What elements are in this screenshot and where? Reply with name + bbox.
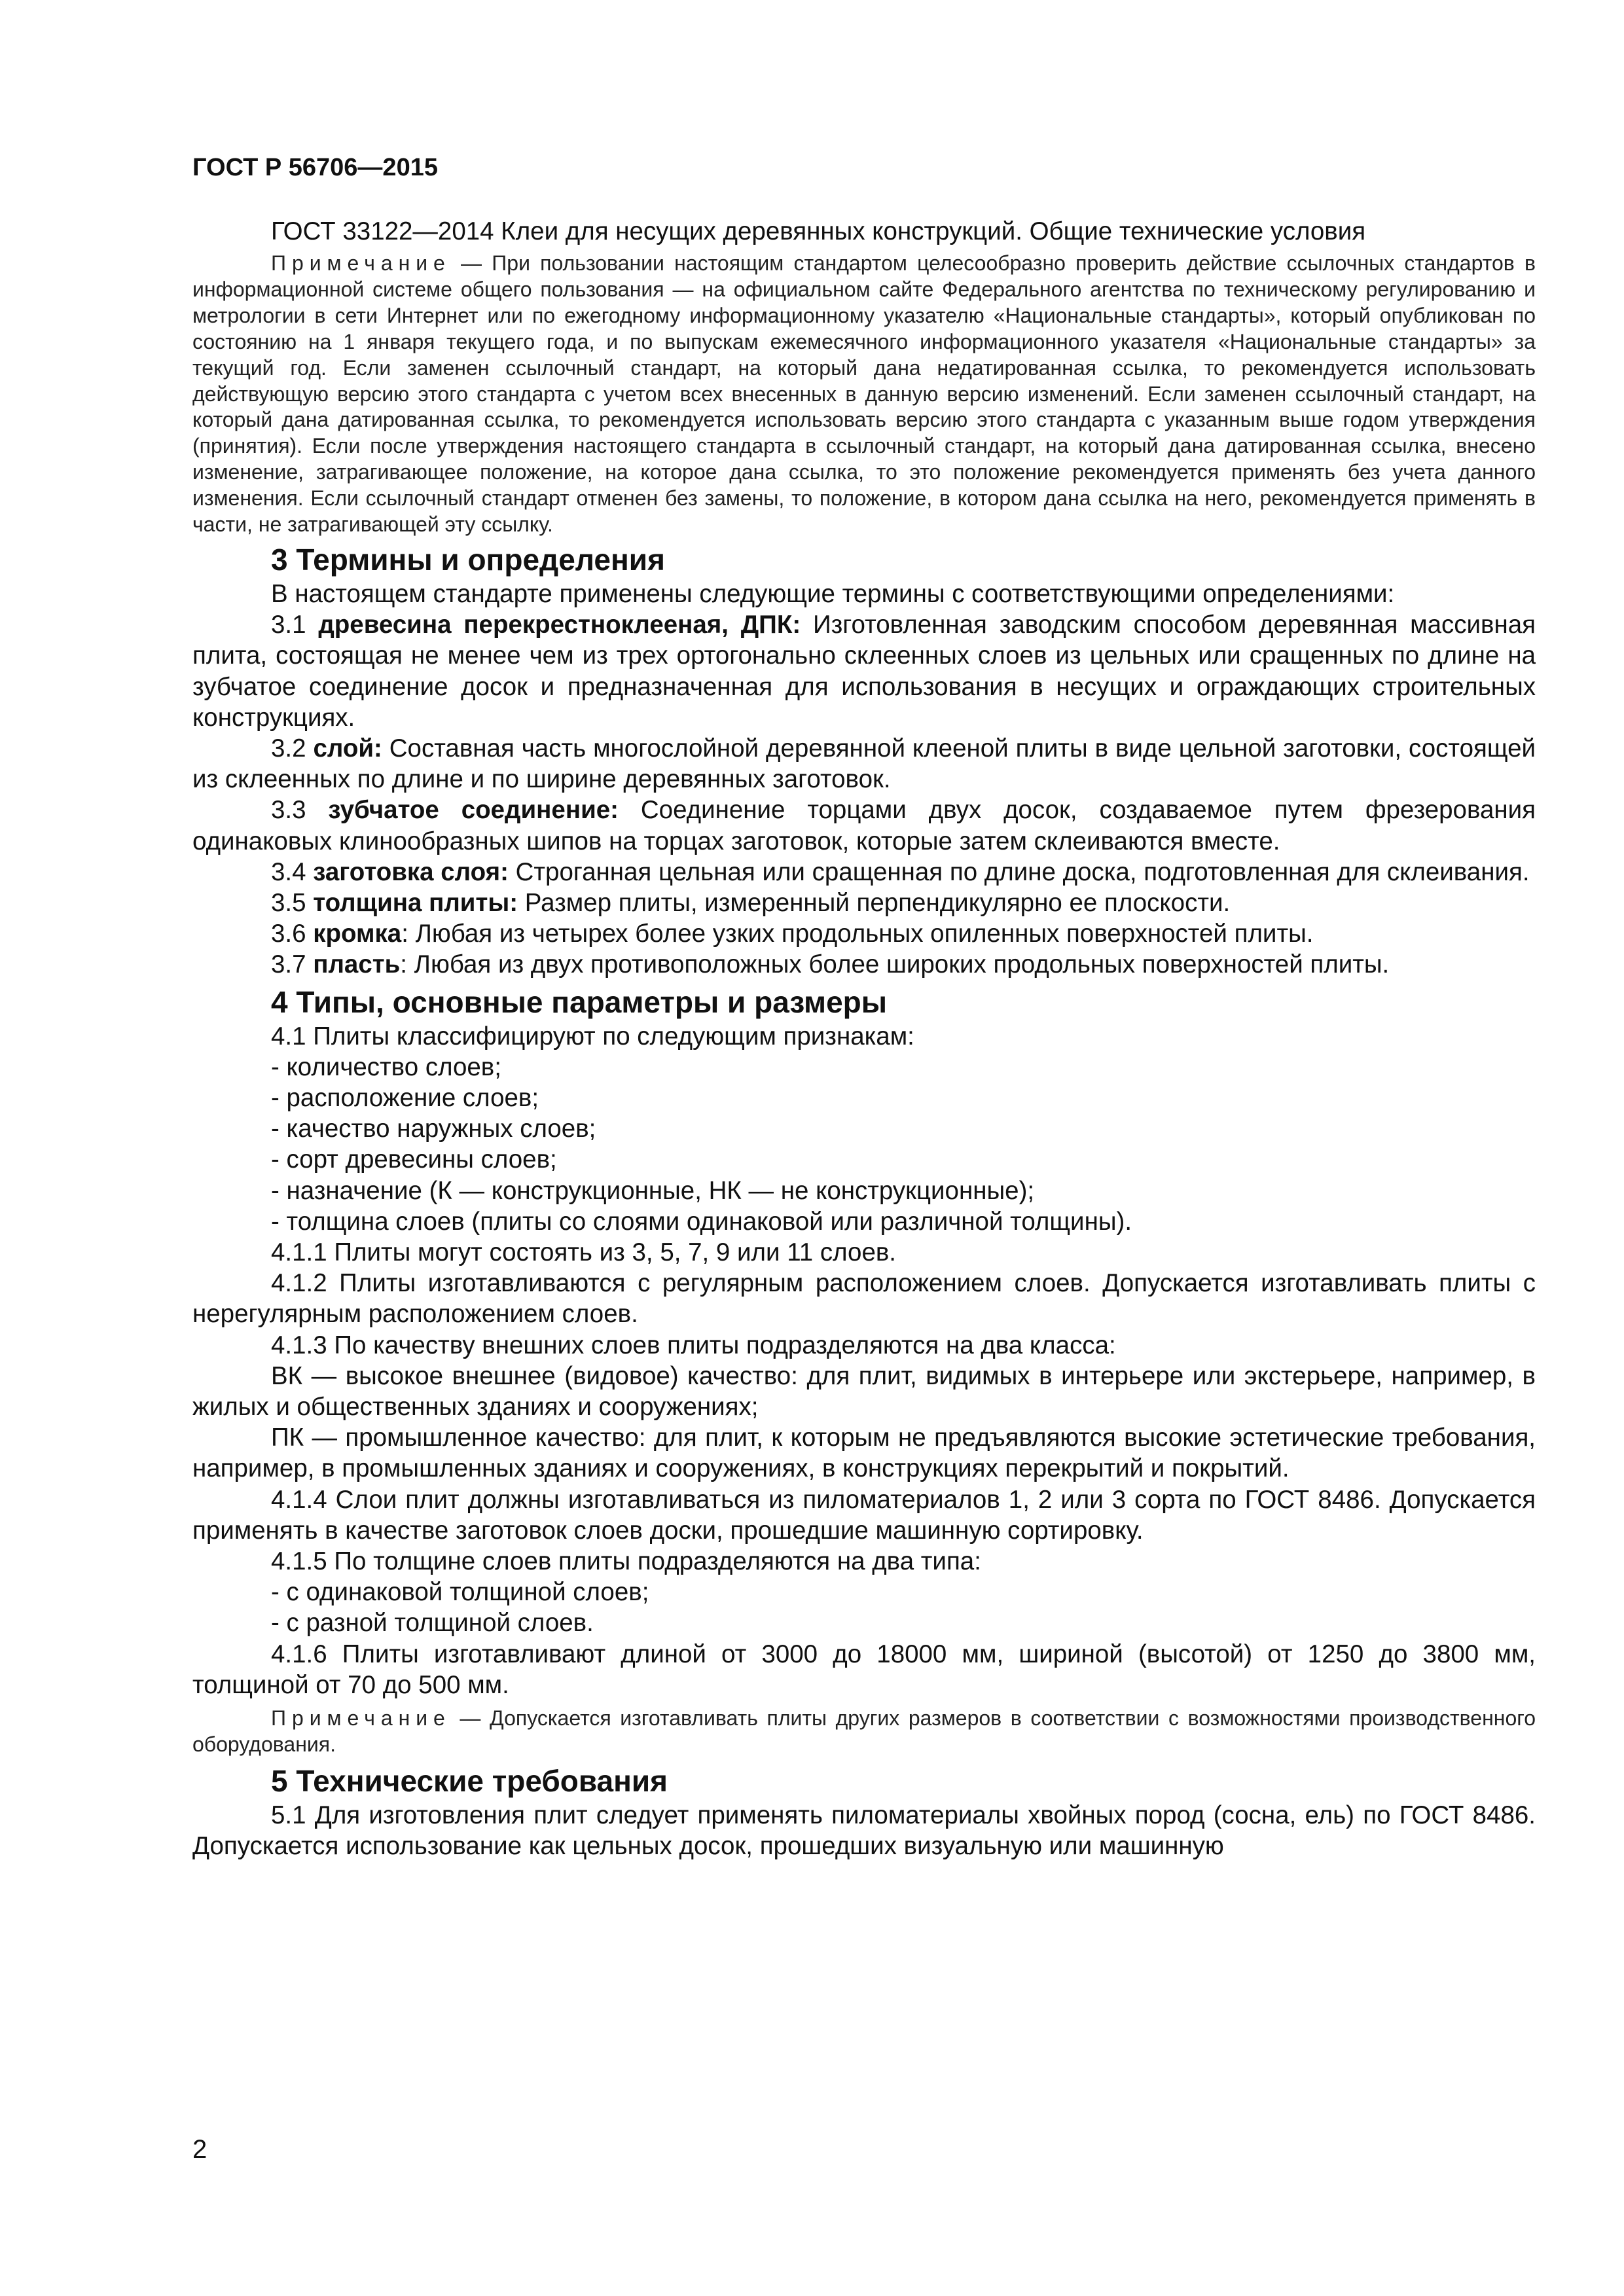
paragraph-4-1-1: 4.1.1 Плиты могут состоять из 3, 5, 7, 9 или 11 слоев. xyxy=(271,1238,896,1267)
thickness-list xyxy=(192,1577,1536,1638)
document-body xyxy=(192,216,1536,1861)
reference-line: ГОСТ 33122—2014 Клеи для несущих деревянных конструкций. Общие технические условия xyxy=(271,217,1366,245)
term-name: зубчатое соединение: xyxy=(328,796,619,825)
page-number: 2 xyxy=(192,2135,208,2164)
term-name: заготовка слоя: xyxy=(313,857,509,886)
list-item: - назначение (К — конструкционные, НК — не конструкционные); xyxy=(271,1176,1035,1205)
list-item: - количество слоев; xyxy=(271,1052,501,1081)
note-text: — При пользовании настоящим стандартом целесообразно проверить действие ссылочных стандартов в информационной системе общего пользования — на официальном сайте Федерального агентства по техническому регулированию и метрологии в сети Интернет или по ежегодному информационному указателю «Национальные стандарты», который опубликован по состоянию на 1 января текущего года, и по выпускам ежемесячного информационного указателя «Национальные стандарты» за текущий год. Если заменен ссылочный стандарт, на который дана недатированная ссылка, то рекомендуется использовать действующую версию этого стандарта с учетом всех внесенных в данную версию изменений. Если заменен ссылочный стандарт, на который дана датированная ссылка, то рекомендуется использовать версию этого стандарта с указанным выше годом утверждения (принятия). Если после утверждения настоящего стандарта в ссылочный стандарт, на который дана датированная ссылка, внесено изменение, затрагивающее положение, на которое дана ссылка, то это положение рекомендуется применять без учета данного изменения. Если ссылочный стандарт отменен без замены, то положение, в котором дана ссылка на него, рекомендуется применять в части, не затрагивающей эту ссылку. xyxy=(192,251,1536,537)
term-name: древесина перекрестноклееная, ДПК: xyxy=(318,611,801,639)
term-name: кромка xyxy=(313,920,402,948)
term-3-2: 3.2 слой: Составная часть многослойной деревянной клееной плиты в виде цельной заготовки, состоящей из склеенных по длине и по ширине деревянных заготовок. xyxy=(192,734,1536,794)
term-name: пласть xyxy=(313,950,401,979)
paragraph-4-1-2: 4.1.2 Плиты изготавливаются с регулярным расположением слоев. Допускается изготавливать плиты с нерегулярным расположением слоев. xyxy=(192,1269,1536,1329)
note-label: Примечание xyxy=(271,1706,451,1731)
section-3-intro: В настоящем стандарте применены следующие термины с соответствующими определениями: xyxy=(271,579,1395,608)
term-3-3: 3.3 зубчатое соединение: Соединение торцами двух досок, создаваемое путем фрезерования одинаковых клинообразных шипов на торцах заготовок, которые затем склеиваются вместе. xyxy=(192,796,1536,855)
section-3-heading: 3 Термины и определения xyxy=(271,542,665,577)
term-3-1: 3.1 древесина перекрестноклееная, ДПК: Изготовленная заводским способом деревянная массивная плита, состоящая не менее чем из трех ортогонально склеенных слоев из цельных или сращенных по длине на зубчатое соединение досок и предназначенная для использования в несущих и ограждающих строительных конструкциях. xyxy=(192,611,1536,732)
document-header: ГОСТ Р 56706—2015 xyxy=(192,154,438,181)
list-item: - толщина слоев (плиты со слоями одинаковой или различной толщины). xyxy=(271,1207,1132,1236)
note-text: — Допускается изготавливать плиты других размеров в соответствии с возможностями производственного оборудования. xyxy=(192,1706,1536,1756)
list-item: - с разной толщиной слоев. xyxy=(271,1609,594,1638)
paragraph-4-1-6: 4.1.6 Плиты изготавливают длиной от 3000 до 18000 мм, шириной (высотой) от 1250 до 3800 мм, толщиной от 70 до 500 мм. xyxy=(192,1640,1536,1699)
term-3-5: 3.5 толщина плиты: Размер плиты, измеренный перпендикулярно ее плоскости. xyxy=(271,889,1231,917)
term-name: толщина плиты: xyxy=(313,889,518,917)
list-item: - расположение слоев; xyxy=(271,1084,539,1113)
list-item: - с одинаковой толщиной слоев; xyxy=(271,1578,649,1607)
paragraph-4-1: 4.1 Плиты классифицируют по следующим признакам: xyxy=(271,1022,914,1050)
paragraph-vk: ВК — высокое внешнее (видовое) качество: для плит, видимых в интерьере или экстерьере, например, в жилых и общественных зданиях и сооружениях; xyxy=(192,1361,1536,1422)
term-3-4: 3.4 заготовка слоя: Строганная цельная или сращенная по длине доска, подготовленная для склеивания. xyxy=(271,857,1530,886)
term-3-7: 3.7 пласть: Любая из двух противоположных более широких продольных поверхностей плиты. xyxy=(271,950,1390,979)
section-5-heading: 5 Технические требования xyxy=(271,1763,668,1798)
list-item: - качество наружных слоев; xyxy=(271,1115,596,1143)
paragraph-4-1-3: 4.1.3 По качеству внешних слоев плиты подразделяются на два класса: xyxy=(271,1331,1116,1359)
paragraph-5-1: 5.1 Для изготовления плит следует применять пиломатериалы хвойных пород (сосна, ель) по ГОСТ 8486. Допускается использование как цельных досок, прошедших визуальную или машинную xyxy=(192,1801,1536,1861)
note-paragraph xyxy=(192,1706,1536,1758)
list-item: - сорт древесины слоев; xyxy=(271,1145,557,1174)
paragraph-4-1-5: 4.1.5 По толщине слоев плиты подразделяются на два типа: xyxy=(271,1547,981,1576)
section-4-heading: 4 Типы, основные параметры и размеры xyxy=(271,984,888,1019)
note-paragraph xyxy=(192,251,1536,538)
classification-list xyxy=(192,1052,1536,1237)
term-3-6: 3.6 кромка: Любая из четырех более узких продольных опиленных поверхностей плиты. xyxy=(271,920,1314,948)
note-label: Примечание xyxy=(271,251,451,275)
paragraph-pk: ПК — промышленное качество: для плит, к которым не предъявляются высокие эстетические требования, например, в промышленных зданиях и сооружениях, в конструкциях перекрытий и покрытий. xyxy=(192,1424,1536,1483)
term-name: слой: xyxy=(313,734,382,762)
paragraph-4-1-4: 4.1.4 Слои плит должны изготавливаться из пиломатериалов 1, 2 или 3 сорта по ГОСТ 8486. Допускается применять в качестве заготовок слоев доски, прошедшие машинную сортировку. xyxy=(192,1485,1536,1545)
